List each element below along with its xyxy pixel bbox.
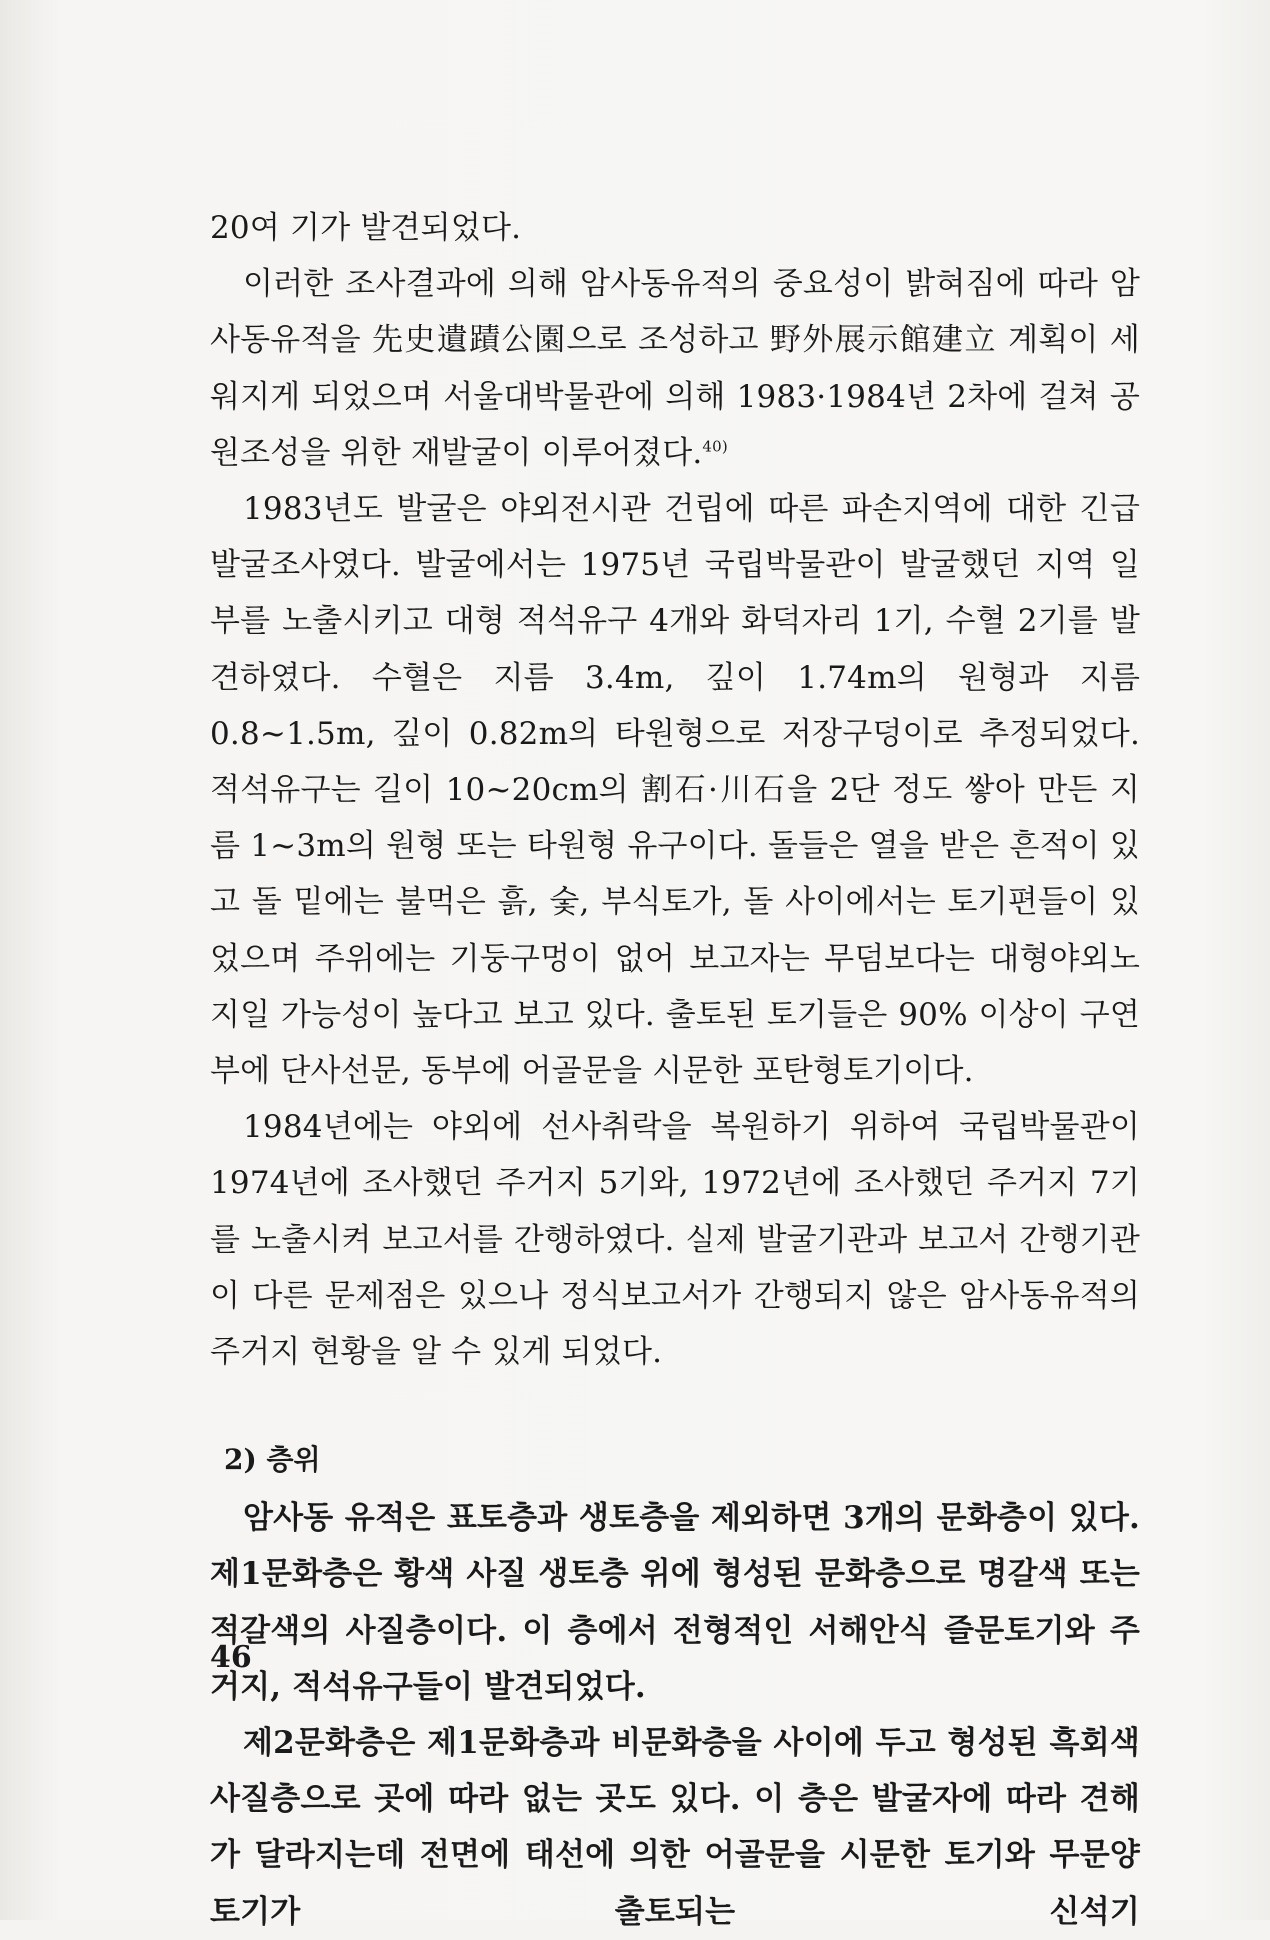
paragraph-cultural-layers: 암사동 유적은 표토층과 생토층을 제외하면 3개의 문화층이 있다. 제1문화층은 황색 사질 생토층 위에 형성된 문화층으로 명갈색 또는 적갈색의 사질층이다. 이 층에서 전형적인 서해안식 즐문토기와 주거지, 적석유구들이 발견되었다. <box>210 1500 1140 1705</box>
body-text <box>210 200 1140 1940</box>
footnote-marker: 40) <box>702 437 728 456</box>
page-number: 46 <box>210 1640 252 1675</box>
paragraph-continuation: 20여 기가 발견되었다. <box>210 210 522 246</box>
paragraph-park-plan: 이러한 조사결과에 의해 암사동유적의 중요성이 밝혀짐에 따라 암사동유적을 先史遺蹟公園으로 조성하고 野外展示館建立 계획이 세워지게 되었으며 서울대박물관에 의해 1983·1984년 2차에 걸쳐 공원조성을 위한 재발굴이 이루어졌다.$^{40)}$ <box>210 266 1140 471</box>
paragraph-1984-excavation: 1984년에는 야외에 선사취락을 복원하기 위하여 국립박물관이 1974년에 조사했던 주거지 5기와, 1972년에 조사했던 주거지 7기를 노출시켜 보고서를 간행하였다. 실제 발굴기관과 보고서 간행기관이 다른 문제점은 있으나 정식보고서가 간행되지 않은 암사동유적의 주거지 현황을 알 수 있게 되었다. <box>210 1109 1140 1371</box>
paragraph-second-layer: 제2문화층은 제1문화층과 비문화층을 사이에 두고 형성된 흑회색 사질층으로 곳에 따라 없는 곳도 있다. 이 층은 발굴자에 따라 견해가 달라지는데 전면에 태선에 의한 어골문을 시문한 토기와 무문양토기가 출토되는 신석기 <box>210 1725 1140 1930</box>
section-heading-stratigraphy: 2) 층위 <box>224 1443 321 1477</box>
paragraph-1983-excavation: 1983년도 발굴은 야외전시관 건립에 따른 파손지역에 대한 긴급발굴조사였다. 발굴에서는 1975년 국립박물관이 발굴했던 지역 일부를 노출시키고 대형 적석유구 4개와 화덕자리 1기, 수혈 2기를 발견하였다. 수혈은 지름 3.4m, 깊이 1.74m의 원형과 지름 0.8~1.5m, 깊이 0.82m의 타원형으로 저장구덩이로 추정되었다. 적석유구는 길이 10~20cm의 割石·川石을 2단 정도 쌓아 만든 지름 1~3m의 원형 또는 타원형 유구이다. 돌들은 열을 받은 흔적이 있고 돌 밑에는 불먹은 흙, 숯, 부식토가, 돌 사이에서는 토기편들이 있었으며 주위에는 기둥구멍이 없어 보고자는 무덤보다는 대형야외노지일 가능성이 높다고 보고 있다. 출토된 토기들은 90% 이상이 구연부에 단사선문, 동부에 어골문을 시문한 포탄형토기이다. <box>210 491 1140 1090</box>
